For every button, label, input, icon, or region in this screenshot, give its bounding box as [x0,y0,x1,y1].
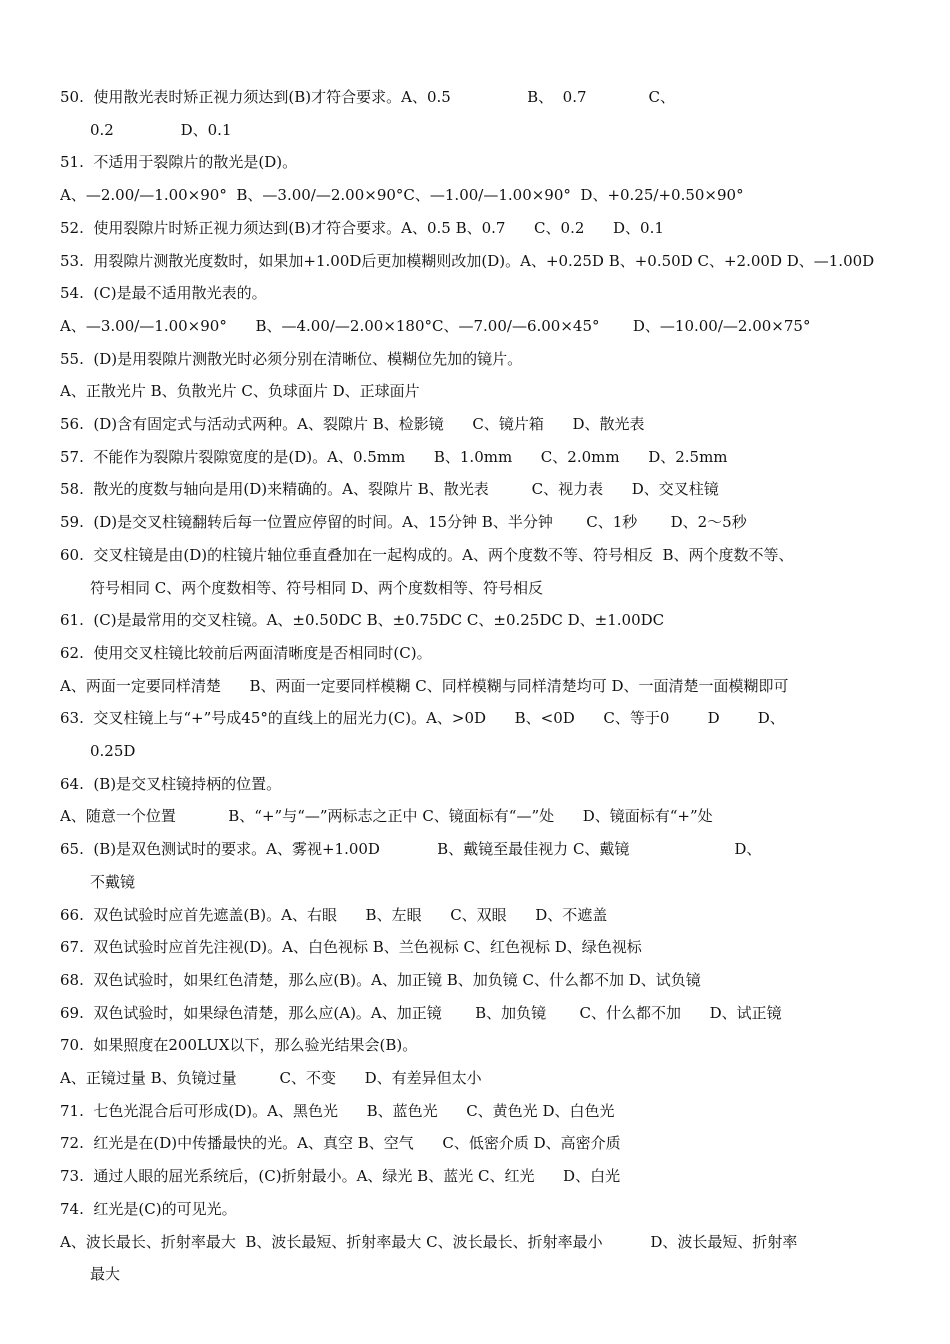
text-line: A、波长最长、折射率最大 B、波长最短、折射率最大 C、波长最长、折射率最小 D、波长最短、折射率 [60,1232,798,1251]
text-line: 67. 双色试验时应首先注视(D)。A、白色视标 B、兰色视标 C、红色视标 D、绿色视标 [60,938,642,957]
text-line: 55. (D)是用裂隙片测散光时必须分别在清晰位、模糊位先加的镜片。 [60,349,523,368]
text-line: A、—2.00/—1.00×90° B、—3.00/—2.00×90°C、—1.00/—1.00×90° D、+0.25/+0.50×90° [60,186,744,205]
text-line: A、随意一个位置 B、“+”与“—”两标志之正中 C、镜面标有“—”处 D、镜面标有“+”处 [60,807,713,826]
text-line: A、两面一定要同样清楚 B、两面一定要同样模糊 C、同样模糊与同样清楚均可 D、一面清楚一面模糊即可 [60,676,789,695]
text-line: A、正镜过量 B、负镜过量 C、不变 D、有差异但太小 [60,1069,482,1087]
text-line: 73. 通过人眼的屈光系统后，(C)折射最小。A、绿光 B、蓝光 C、红光 D、白光 [60,1167,621,1186]
text-line: 50. 使用散光表时矫正视力须达到(B)才符合要求。A、0.5 B、 0.7 C、 [60,88,675,106]
text-line: 71. 七色光混合后可形成(D)。A、黑色光 B、蓝色光 C、黄色光 D、白色光 [60,1101,615,1120]
text-line: 60. 交叉柱镜是由(D)的柱镜片轴位垂直叠加在一起构成的。A、两个度数不等、符号相反 B、两个度数不等、 [60,545,794,564]
text-line: 64. (B)是交叉柱镜持柄的位置。 [60,774,282,793]
text-line: 65. (B)是双色测试时的要求。A、雾视+1.00D B、戴镜至最佳视力 C、戴镜 D、 [60,840,762,859]
text-line: A、—3.00/—1.00×90° B、—4.00/—2.00×180°C、—7.00/—6.00×45° D、—10.00/—2.00×75° [60,316,811,335]
text-line: 不戴镜 [90,872,136,891]
text-line: 59. (D)是交叉柱镜翻转后每一位置应停留的时间。A、15分钟 B、半分钟 C、1秒 D、2～5秒 [60,513,747,532]
text-line: 51. 不适用于裂隙片的散光是(D)。 [60,153,298,172]
text-line: 58. 散光的度数与轴向是用(D)来精确的。A、裂隙片 B、散光表 C、视力表 D、交叉柱镜 [60,480,719,499]
text-line: A、正散光片 B、负散光片 C、负球面片 D、正球面片 [60,382,420,401]
text-line: 69. 双色试验时，如果绿色清楚，那么应(A)。A、加正镜 B、加负镜 C、什么都不加 D、试正镜 [60,1003,782,1022]
text-line: 62. 使用交叉柱镜比较前后两面清晰度是否相同时(C)。 [60,643,432,662]
text-line: 63. 交叉柱镜上与“+”号成45°的直线上的屈光力(C)。A、>0D B、<0D C、等于0 D D、 [60,709,785,728]
text-line: 符号相同 C、两个度数相等、符号相同 D、两个度数相等、符号相反 [90,578,544,597]
text-line: 70. 如果照度在200LUX以下，那么验光结果会(B)。 [60,1036,418,1055]
text-line: 61. (C)是最常用的交叉柱镜。A、±0.50DC B、±0.75DC C、±0.25DC D、±1.00DC [60,611,665,630]
text-line: 0.2 D、0.1 [90,120,232,139]
text-line: 53. 用裂隙片测散光度数时，如果加+1.00D后更加模糊则改加(D)。A、+0.25D B、+0.50D C、+2.00D D、—1.00D [60,251,875,270]
text-line: 56. (D)含有固定式与活动式两种。A、裂隙片 B、检影镜 C、镜片箱 D、散光表 [60,415,645,433]
text-line: 72. 红光是在(D)中传播最快的光。A、真空 B、空气 C、低密介质 D、高密介质 [60,1134,621,1153]
text-line: 66. 双色试验时应首先遮盖(B)。A、右眼 B、左眼 C、双眼 D、不遮盖 [60,905,608,924]
text-line: 74. 红光是(C)的可见光。 [60,1199,237,1218]
text-line: 68. 双色试验时，如果红色清楚，那么应(B)。A、加正镜 B、加负镜 C、什么都不加 D、试负镜 [60,970,701,989]
text-line: 52. 使用裂隙片时矫正视力须达到(B)才符合要求。A、0.5 B、0.7 C、0.2 D、0.1 [60,218,664,237]
text-line: 57. 不能作为裂隙片裂隙宽度的是(D)。A、0.5mm B、1.0mm C、2.0mm D、2.5mm [60,447,728,466]
text-line: 0.25D [90,742,136,760]
text-line: 54. (C)是最不适用散光表的。 [60,284,267,303]
text-line: 最大 [90,1265,121,1284]
